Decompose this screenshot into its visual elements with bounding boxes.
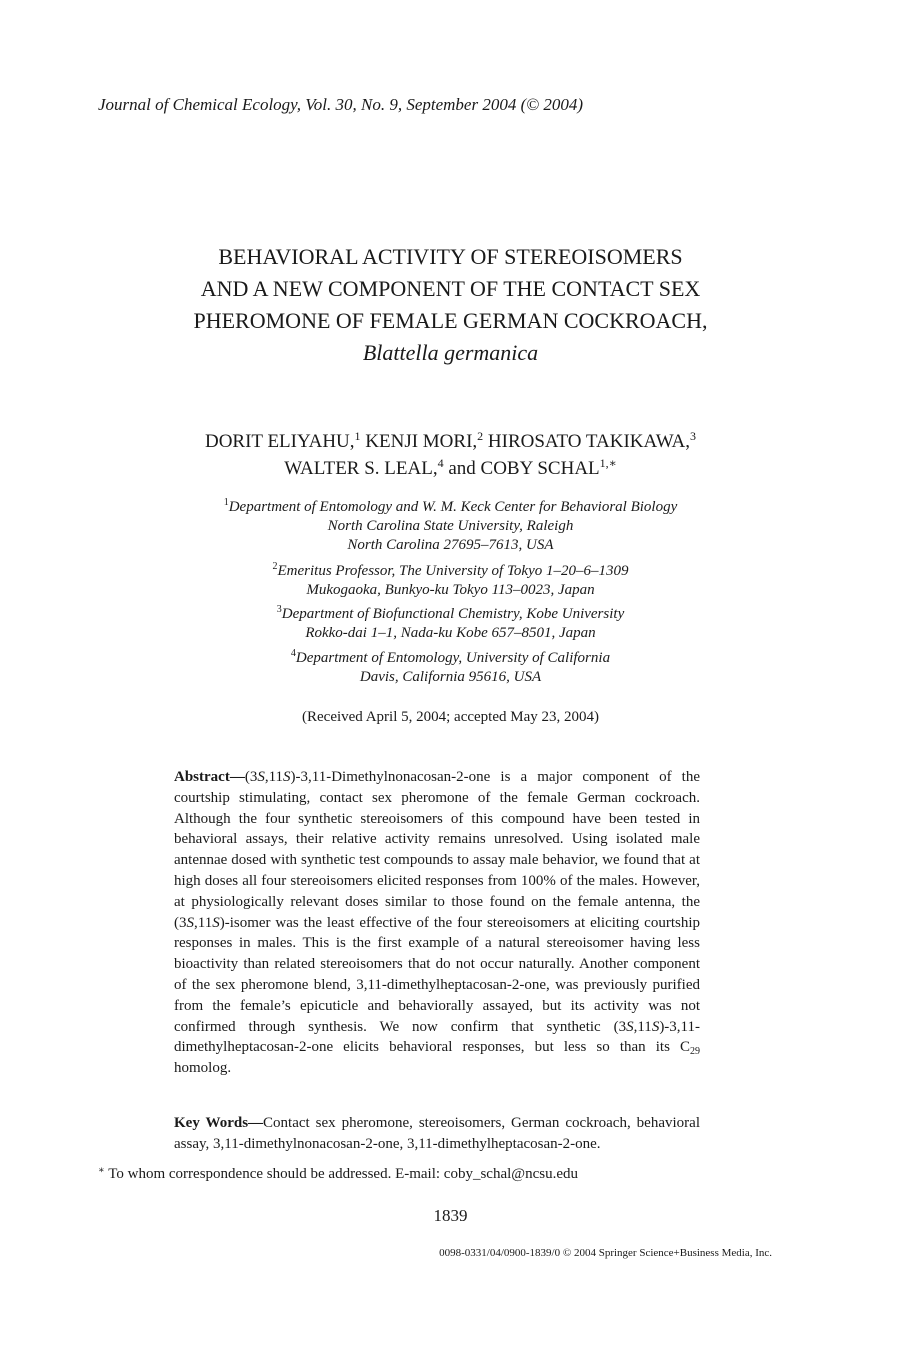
author-name: and COBY SCHAL — [443, 458, 600, 479]
author-affil-marker: 1,∗ — [599, 456, 617, 470]
page-number: 1839 — [433, 1206, 468, 1225]
affiliation-2 — [0, 562, 901, 600]
author-list — [0, 428, 901, 482]
affiliation-marker: 4 — [290, 648, 296, 659]
key-words — [174, 1113, 700, 1155]
title-species: Blattella germanica — [362, 340, 539, 365]
title-line-3: PHEROMONE OF FEMALE GERMAN COCKROACH, — [193, 308, 708, 333]
author-name: WALTER S. LEAL, — [284, 458, 438, 479]
affiliation-3 — [0, 605, 901, 643]
key-words-text: Contact sex pheromone, stereoisomers, German cockroach, behavioral assay, 3,11-dimethylnonacosan-2-one, 3,11-dimethylheptacosan-2-one. — [174, 1115, 700, 1152]
affiliation-line: North Carolina 27695–7613, USA — [347, 537, 554, 553]
paper-title — [0, 241, 901, 369]
affiliation-line: Department of Biofunctional Chemistry, Kobe University — [281, 606, 625, 622]
affiliation-line: Rokko-dai 1–1, Nada-ku Kobe 657–8501, Japan — [305, 625, 596, 641]
author-name: DORIT ELIYAHU, — [204, 431, 355, 452]
author-name: HIROSATO TAKIKAWA, — [483, 431, 690, 452]
affiliation-line: North Carolina State University, Raleigh — [327, 518, 574, 534]
affiliation-line: Department of Entomology and W. M. Keck Center for Behavioral Biology — [228, 499, 678, 515]
abstract-label: Abstract— — [174, 769, 245, 785]
author-affil-marker: 2 — [477, 429, 484, 443]
author-line-1 — [0, 428, 901, 455]
title-line-1: BEHAVIORAL ACTIVITY OF STEREOISOMERS — [218, 244, 683, 269]
author-line-2 — [0, 455, 901, 482]
affiliation-line: Mukogaoka, Bunkyo-ku Tokyo 113–0023, Japan — [306, 582, 595, 598]
received-dates: (Received April 5, 2004; accepted May 23, 2004) — [302, 709, 599, 725]
footnote-marker: ∗ — [98, 1165, 105, 1176]
affiliation-marker: 2 — [272, 561, 278, 572]
correspondence-footnote — [98, 1166, 578, 1183]
affiliation-line: Department of Entomology, University of California — [295, 650, 611, 666]
affiliation-marker: 1 — [223, 497, 229, 508]
affiliation-marker: 3 — [276, 604, 282, 615]
author-name: KENJI MORI, — [360, 431, 478, 452]
journal-citation: Journal of Chemical Ecology, Vol. 30, No. 9, September 2004 (© 2004) — [98, 95, 584, 114]
footnote-text: To whom correspondence should be addressed. E-mail: coby_schal@ncsu.edu — [104, 1166, 578, 1182]
affiliation-line: Davis, California 95616, USA — [359, 669, 542, 685]
title-line-2: AND A NEW COMPONENT OF THE CONTACT SEX — [200, 276, 701, 301]
author-affil-marker: 4 — [437, 456, 444, 470]
author-affil-marker: 3 — [690, 429, 696, 443]
affiliation-4 — [0, 649, 901, 687]
affiliation-line: Emeritus Professor, The University of Tokyo 1–20–6–1309 — [277, 563, 629, 579]
copyright-line: 0098-0331/04/0900-1839/0 © 2004 Springer Science+Business Media, Inc. — [439, 1247, 772, 1259]
abstract: Abstract—(3S,11S)-3,11-Dimethylnonacosan-2-one is a major component of the courtship stimulating, contact sex pheromone of the female German cockroach. Although the four synthetic stereoisomers of this compound have been tested in behavioral assays, their relative activity remains unresolved. Using isolated male antennae dosed with synthetic test compounds to assay male behavior, we found that at high doses all four stereoisomers elicited responses from 100% of the males. However, at physiologically relevant doses similar to those found on the female antenna, the (3S,11S)-isomer was the least effective of the four stereoisomers at eliciting courtship responses in males. This is the first example of a natural stereoisomer having less bioactivity than related stereoisomers that do not occur naturally. Another component of the sex pheromone blend, 3,11-dimethylheptacosan-2-one, was previously purified from the female’s epicuticle and behaviorally assayed, but its activity was not confirmed through synthesis. We now confirm that synthetic (3S,11S)-3,11-dimethylheptacosan-2-one elicits behavioral responses, but less so than its $C_{29}$ homolog. — [174, 769, 700, 1077]
key-words-label: Key Words— — [174, 1115, 264, 1131]
author-affil-marker: 1 — [354, 429, 361, 443]
affiliation-1 — [0, 498, 901, 555]
